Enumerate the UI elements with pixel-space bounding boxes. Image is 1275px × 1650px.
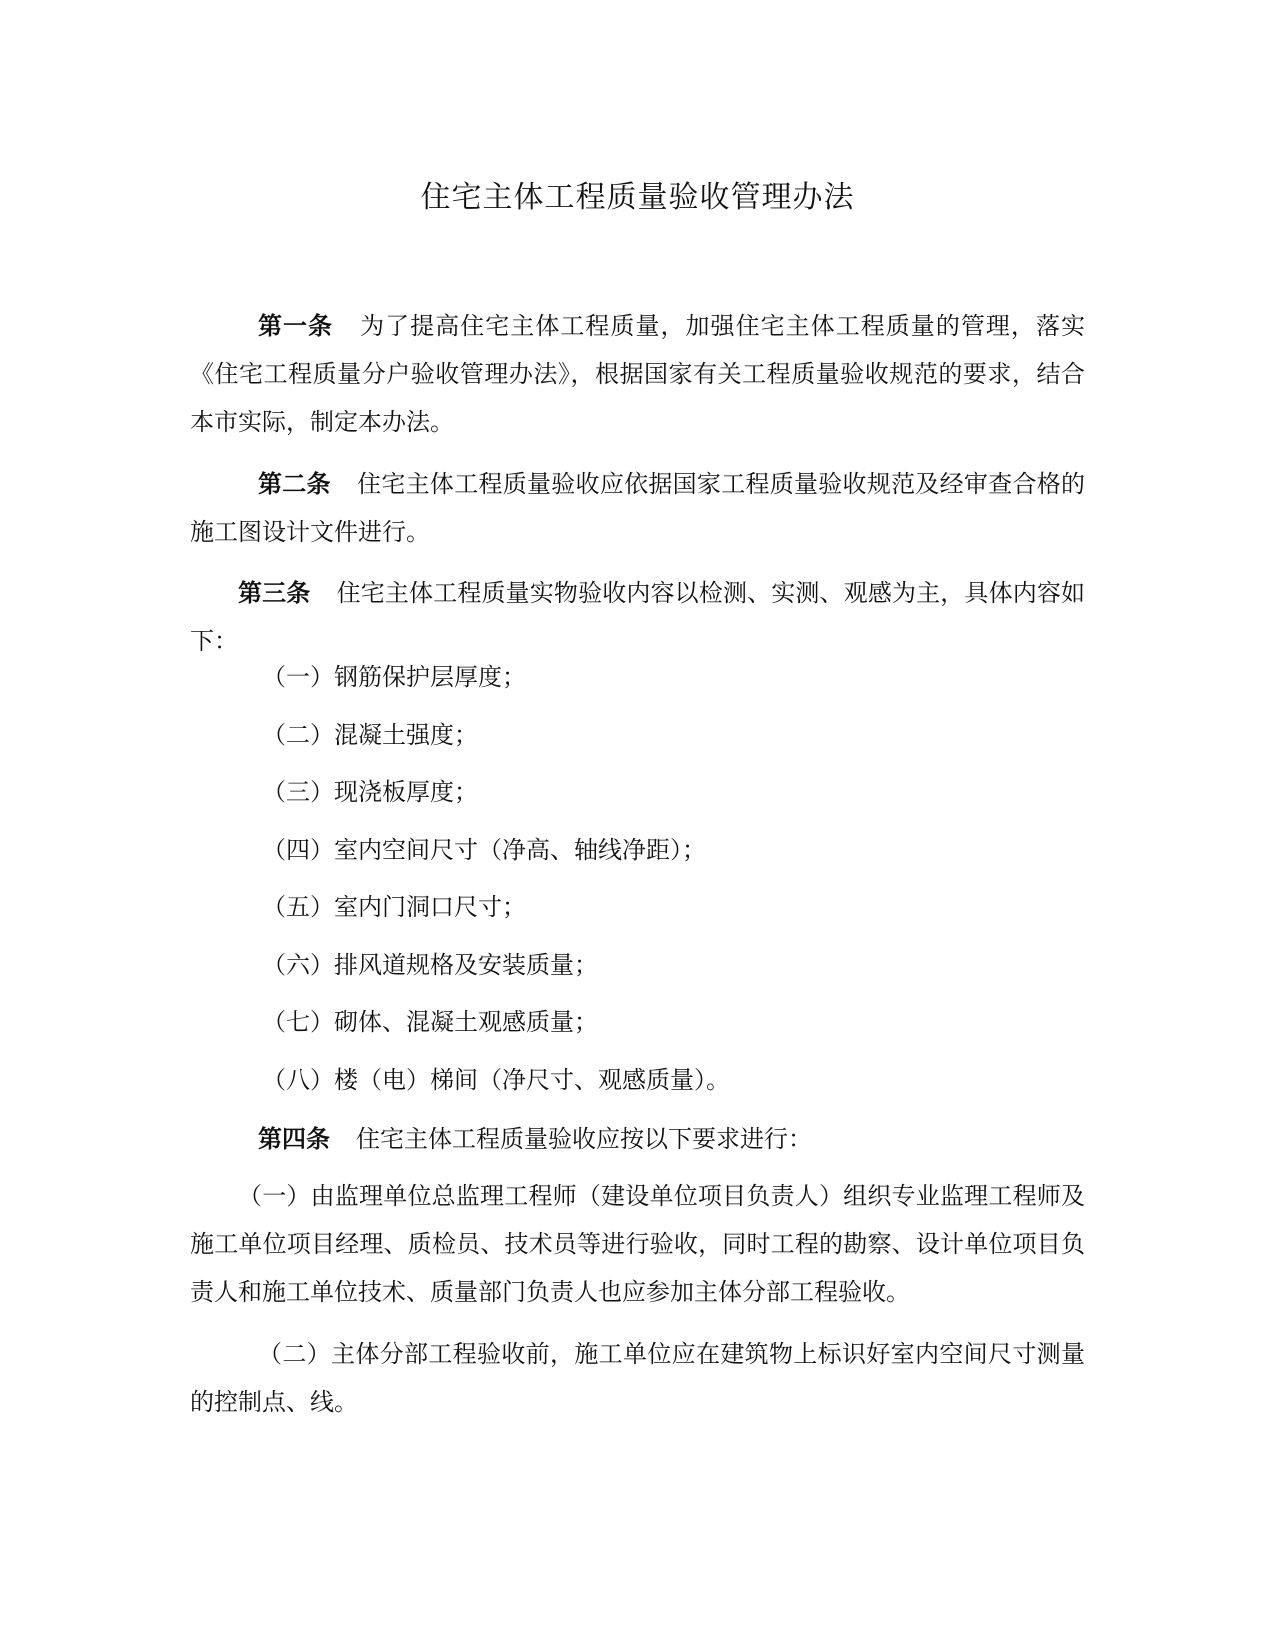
- document-title: 住宅主体工程质量验收管理办法: [420, 180, 855, 215]
- list-item: （三）现浇板厚度；: [262, 778, 478, 806]
- list-item: （五）室内门洞口尺寸；: [262, 893, 526, 921]
- article-2-label: 第二条: [258, 469, 331, 498]
- list-item: （四）室内空间尺寸（净高、轴线净距）；: [262, 836, 706, 864]
- article-4: [190, 1115, 1085, 1163]
- list-item: （七）砌体、混凝土观感质量；: [262, 1008, 598, 1036]
- article-3-text: 住宅主体工程质量实物验收内容以检测、实测、观感为主，具体内容如下：: [190, 579, 1086, 655]
- article-4-paragraph-2: （二）主体分部工程验收前，施工单位应在建筑物上标识好室内空间尺寸测量的控制点、线。: [190, 1340, 1085, 1416]
- article-4-text: 住宅主体工程质量验收应按以下要求进行：: [356, 1125, 812, 1153]
- article-1-text: 为了提高住宅主体工程质量，加强住宅主体工程质量的管理，落实《住宅工程质量分户验收管理办法》，根据国家有关工程质量验收规范的要求，结合本市实际，制定本办法。: [190, 312, 1085, 436]
- list-item: （六）排风道规格及安装质量；: [262, 951, 598, 979]
- article-4-label: 第四条: [258, 1124, 330, 1153]
- article-3-label: 第三条: [238, 578, 311, 607]
- article-3: [190, 569, 1085, 665]
- article-2: [190, 460, 1085, 556]
- list-item: （一）钢筋保护层厚度；: [262, 663, 526, 691]
- article-2-text: 住宅主体工程质量验收应依据国家工程质量验收规范及经审查合格的施工图设计文件进行。: [190, 470, 1086, 546]
- list-item: （八）楼（电）梯间（净尺寸、观感质量）。: [262, 1066, 730, 1094]
- article-4-paragraph-1: （一）由监理单位总监理工程师（建设单位项目负责人）组织专业监理工程师及施工单位项目经理、质检员、技术员等进行验收，同时工程的勘察、设计单位项目负责人和施工单位技术、质量部门负责人也应参加主体分部工程验收。: [190, 1182, 1085, 1306]
- article-1: [190, 302, 1085, 446]
- list-item: （二）混凝土强度；: [262, 721, 478, 749]
- article-1-label: 第一条: [258, 311, 334, 340]
